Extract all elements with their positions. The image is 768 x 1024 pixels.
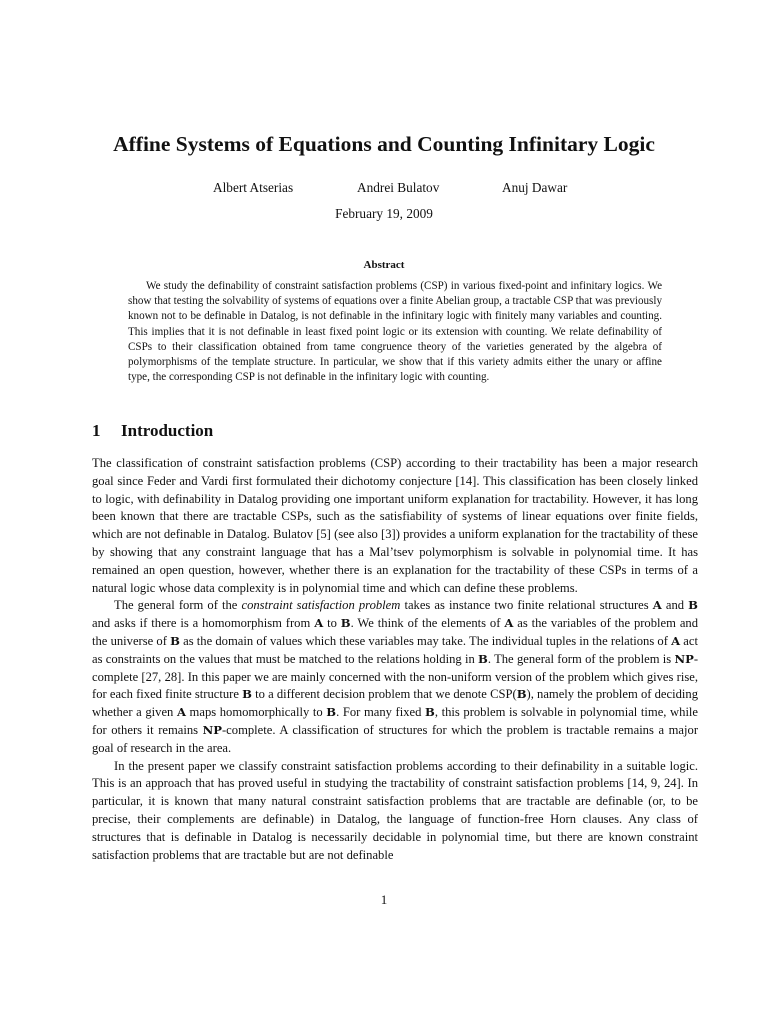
paper-date: February 19, 2009 bbox=[335, 206, 433, 221]
paper-title: Affine Systems of Equations and Counting Infinitary Logic bbox=[113, 132, 655, 156]
page-number: 1 bbox=[380, 892, 388, 907]
abstract-text: We study the definability of constraint satisfaction problems (CSP) in various fixed-point and infinitary logics. We show that testing the solvability of systems of equations over a finite Abelian group, a tractable CSP that was previously known not to be definable in Datalog, is not definable in the infinitary logic with finitely many variables and counting. This implies that it is not definable in least fixed point logic or its extension with counting. We relate definability of CSPs to their classification obtained from tame congruence theory of the varieties generated by the algebra of polymorphisms of the template structure. In particular, we show that if this variety admits either the unary or affine type, the corresponding CSP is not definable in the infinitary logic with counting. bbox=[128, 280, 662, 384]
section-number: 1 bbox=[92, 421, 101, 440]
paragraph: The classification of constraint satisfaction problems (CSP) according to their tractability has been a major research goal since Feder and Vardi first formulated their dichotomy conjecture [14]. This classification has been closely linked to logic, with definability in Datalog providing one important uniform explanation for tractability. However, it has long been known that there are tractable CSPs, such as the satisfiability of systems of linear equations over finite fields, which are not definable in Datalog. Bulatov [5] (see also [3]) provides a uniform explanation for the tractability of these by showing that any constraint language that has a Mal’tsev polymorphism is solvable in polynomial time. It has remained an open question, however, whether there is an explanation for the tractability of these CSPs in terms of a natural logic whose data complexity is in polynomial time and which can define these problems. bbox=[92, 456, 698, 595]
paragraph: In the present paper we classify constraint satisfaction problems according to their definability in a suitable logic. This is an approach that has proved useful in studying the tractability of constraint satisfaction problems [14, 9, 24]. In particular, it is known that many natural constraint satisfaction problems that are tractable are definable (or, to be precise, their complements are definable) in Datalog, the language of function-free Horn clauses. Any class of structures that is definable in Datalog is necessarily decidable in polynomial time, but there are known constraint satisfaction problems that are tractable but are not definable bbox=[92, 758, 698, 862]
author-name: Anuj Dawar bbox=[502, 180, 568, 195]
abstract-heading: Abstract bbox=[363, 259, 405, 271]
author-name: Andrei Bulatov bbox=[357, 180, 440, 195]
author-name: Albert Atserias bbox=[213, 180, 294, 195]
paragraph: The general form of the constraint satisfaction problem takes as instance two finite relational structures A and B and asks if there is a homomorphism from A to B. We think of the elements of A as the variables of the problem and the universe of B as the domain of values which these variables may take. The individual tuples in the relations of A act as constraints on the values that must be matched to the relations holding in B. The general form of the problem is NP-complete [27, 28]. In this paper we are mainly concerned with the non-uniform version of the problem which gives rise, for each fixed finite structure B to a different decision problem that we denote CSP(B), namely the problem of deciding whether a given A maps homomorphically to B. For many fixed B, this problem is solvable in polynomial time, while for others it remains NP-complete. A classification of structures for which the problem is tractable remains a major goal of research in the area. bbox=[92, 598, 699, 755]
section-title: Introduction bbox=[121, 421, 214, 440]
body-text bbox=[92, 455, 698, 864]
section-heading bbox=[92, 421, 213, 441]
